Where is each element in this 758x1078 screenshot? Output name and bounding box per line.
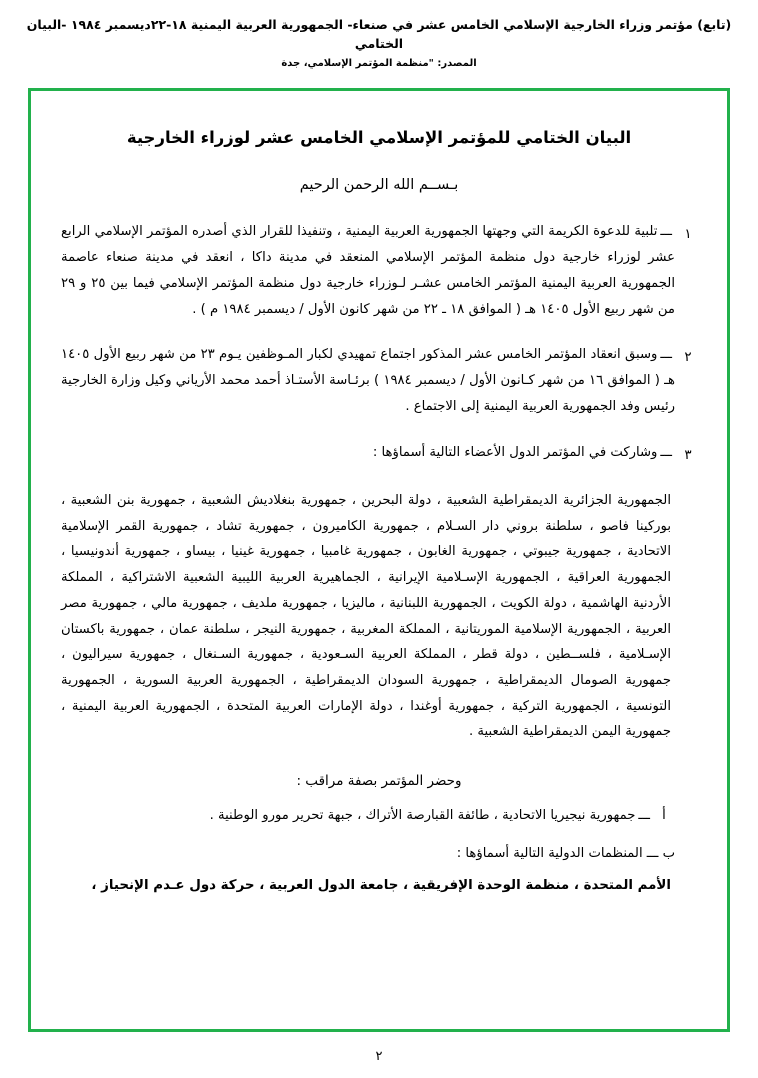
page-header (0, 0, 758, 69)
observer-item-text (57, 803, 653, 829)
clause-dash: ـــ (660, 444, 672, 460)
observer-item-a (57, 803, 701, 829)
clause-body (57, 342, 675, 419)
clause-number-text: ٢ (684, 349, 692, 366)
organizations-list: الأمم المتحدة ، منظمة الوحدة الإفريقية ، جامعة الدول العربية ، حركة دول عـدم الإنحياز ، (91, 877, 671, 893)
clause-number-text: ١ (684, 226, 692, 243)
page-number: ٢ (375, 1049, 383, 1064)
observer-item-letter: أ (662, 808, 666, 824)
clause-body (57, 219, 675, 322)
clause-number-text: ٣ (684, 446, 692, 463)
clause-1 (57, 219, 701, 322)
document-title: البيان الختامي للمؤتمر الإسلامي الخامس عشر لوزراء الخارجية (126, 128, 632, 147)
clause-dash: ـــ (660, 347, 673, 363)
clause-3 (57, 440, 701, 468)
clause-number (675, 440, 701, 468)
observer-item-dash: ـــ (638, 808, 650, 824)
organizations-heading: ب ـــ المنظمات الدولية التالية أسماؤها : (456, 845, 675, 861)
clause-dash: ـــ (660, 224, 672, 240)
clause-body (57, 440, 675, 466)
clause-text: تلبية للدعوة الكريمة التي وجهتها الجمهورية العربية اليمنية ، وتنفيذا للقرار الذي أصدره المؤتمر الإسلامي الرابع عشر لوزراء خارجية دول منظمة المؤتمر الإسلامي المنعقد في مدينة داكا ، انعقد في مدينة صنعاء عاصمة الجمهورية العربية اليمنية المؤتمر الخامس عشـر لـوزراء خارجية دول منظمة المؤتمر الإسلامي فيما بين ٢٥ و ٢٩ من شهر ربيع الأول ١٤٠٥ هـ ( الموافق ١٨ ـ ٢٢ من شهر كانون الأول / ديسمبر ١٩٨٤ م ) . (61, 224, 675, 317)
participating-countries-list: الجمهورية الجزائرية الديمقراطية الشعبية ، دولة البحرين ، جمهورية بنغلاديش الشعبية ، جمهورية بنن الشعبية ، بوركينا فاصو ، سلطنة بروني دار السـلام ، جمهورية الكاميرون ، جمهورية تشاد ، جمهورية القمر الإسلامية الاتحادية ، جمهورية جيبوتي ، جمهورية الغابون ، جمهورية غامبيا ، جمهورية غينيا ، بيساو ، جمهورية أندونيسيا ، الجمهورية العراقية ، الجمهورية الإسـلامية الإيرانية ، الجماهيرية العربية الليبية الشعبية الاشتراكية ، المملكة الأردنية الهاشمية ، دولة الكويت ، الجمهورية اللبنانية ، ماليزيا ، جمهورية ملديف ، جمهورية مالي ، جمهورية مصر العربية ، الجمهورية الإسلامية الموريتانية ، المملكة المغربية ، جمهورية النيجر ، سلطنة عمان ، جمهورية باكستان الإسـلامية ، فلســطين ، دولة قطر ، المملكة العربية السـعودية ، جمهورية السـنغال ، جمهورية سيراليون ، جمهورية الصومال الديمقراطية ، جمهورية السودان الديمقراطية ، الجمهورية العربية السورية ، الجمهورية التونسية ، الجمهورية التركية ، جمهورية أوغندا ، دولة الإمارات العربية المتحدة ، الجمهورية العربية اليمنية ، جمهورية اليمن الديمقراطية الشعبية . (61, 492, 671, 740)
clause-text: وسبق انعقاد المؤتمر الخامس عشر المذكور اجتماع تمهيدي لكبار المـوظفين يـوم ٢٣ من شهر ربيع الأول ١٤٠٥ هـ ( الموافق ١٦ من شهر كـانون الأول / ديسمبر ١٩٨٤ ) برئـاسة الأستـاذ أحمد محمد الأرياني وكيل وزارة الخارجية رئيس وفد الجمهورية العربية اليمنية إلى الاجتماع . (61, 347, 675, 414)
clause-number (675, 219, 701, 247)
basmala-line: بـســم الله الرحمن الرحيم (299, 177, 459, 194)
clause-text: وشاركت في المؤتمر الدول الأعضاء التالية أسماؤها : (372, 444, 658, 460)
content-frame (28, 88, 730, 1032)
clause-2 (57, 342, 701, 419)
source-line: المصدر: "منظمة المؤتمر الإسلامي، جدة (281, 57, 477, 69)
running-title: (تابع) مؤتمر وزراء الخارجية الإسلامي الخامس عشر في صنعاء- الجمهورية العربية اليمنية ١٨-٢٢ديسمبر ١٩٨٤ -البيان الختامي (26, 17, 732, 51)
observer-item-body: جمهورية نيجيريا الاتحادية ، طائفة القبارصة الأتراك ، جبهة تحرير مورو الوطنية . (209, 808, 636, 824)
observers-heading: وحضر المؤتمر بصفة مراقب : (296, 773, 462, 790)
clause-number (675, 342, 701, 370)
